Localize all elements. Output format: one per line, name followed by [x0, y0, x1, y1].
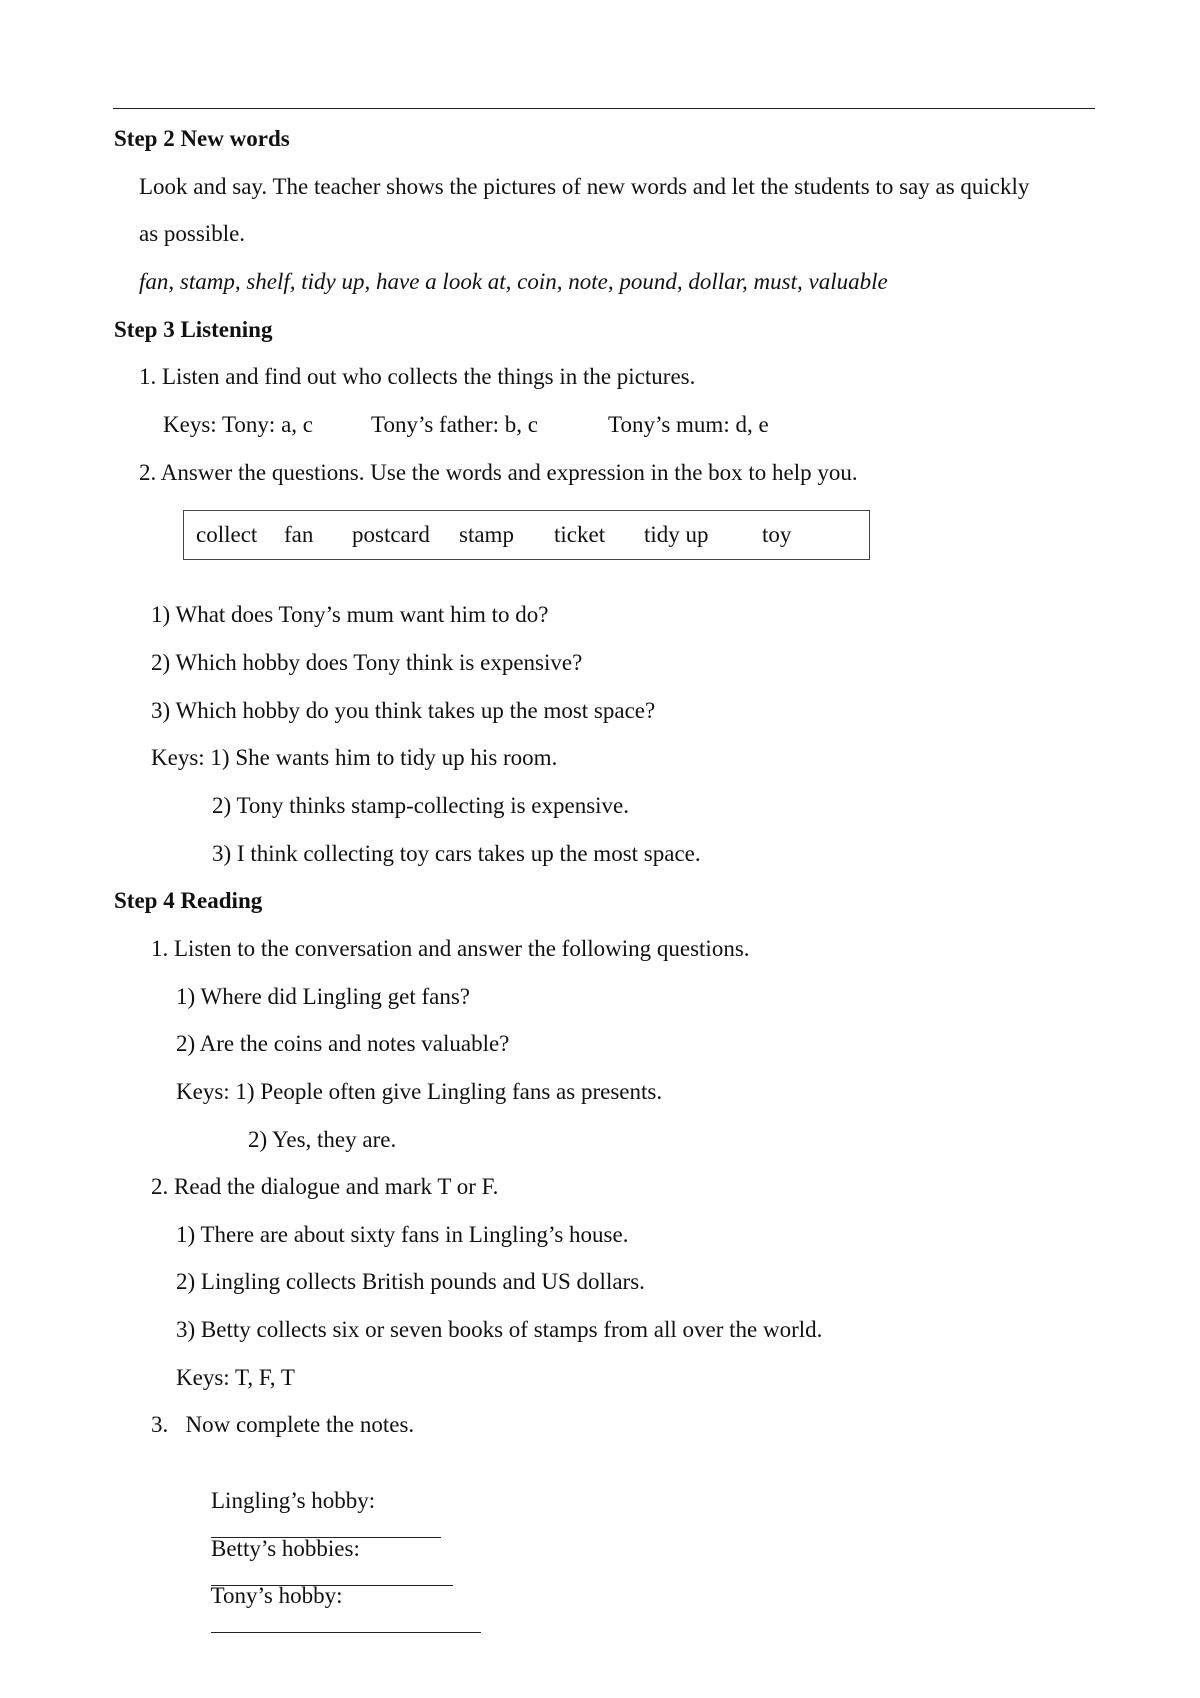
step3-key-tony: Keys: Tony: a, c [163, 412, 313, 437]
step4-task1: 1. Listen to the conversation and answer the following questions. [151, 936, 750, 961]
step3-heading: Step 3 Listening [114, 317, 273, 342]
word-box-item: collect [196, 522, 258, 547]
step4-task1-question: 2) Are the coins and notes valuable? [176, 1031, 510, 1056]
step3-question: 3) Which hobby do you think takes up the most space? [151, 698, 656, 723]
word-box [183, 510, 870, 560]
step4-task2: 2. Read the dialogue and mark T or F. [151, 1174, 499, 1199]
step4-task1-question: 1) Where did Lingling get fans? [176, 984, 471, 1009]
step3-answer: 2) Tony thinks stamp-collecting is expensive. [212, 793, 630, 818]
step2-heading: Step 2 New words [114, 126, 290, 151]
note-label: Betty’s hobbies: [211, 1536, 360, 1561]
step4-task1-key: 2) Yes, they are. [248, 1127, 397, 1152]
step3-answer: 3) I think collecting toy cars takes up the most space. [212, 841, 701, 866]
step2-text-line1: Look and say. The teacher shows the pictures of new words and let the students to say as quickly [139, 174, 1030, 199]
step4-task2-keys: Keys: T, F, T [176, 1365, 295, 1390]
step4-task2-item: 3) Betty collects six or seven books of stamps from all over the world. [176, 1317, 823, 1342]
step3-key-father: Tony’s father: b, c [371, 412, 539, 437]
step3-task1: 1. Listen and find out who collects the things in the pictures. [139, 364, 696, 389]
step3-question: 2) Which hobby does Tony think is expensive? [151, 650, 583, 675]
note-label: Lingling’s hobby: [211, 1488, 376, 1513]
step4-task3: 3. Now complete the notes. [151, 1412, 415, 1437]
word-box-item: postcard [352, 522, 430, 547]
step4-task1-key: Keys: 1) People often give Lingling fans as presents. [176, 1079, 663, 1104]
step3-question: 1) What does Tony’s mum want him to do? [151, 602, 549, 627]
step2-text-line2: as possible. [139, 221, 246, 246]
word-box-item: ticket [554, 522, 606, 547]
step3-key-mum: Tony’s mum: d, e [608, 412, 769, 437]
step4-task2-item: 2) Lingling collects British pounds and US dollars. [176, 1269, 645, 1294]
note-tony [188, 1554, 481, 1668]
note-label: Tony’s hobby: [210, 1583, 343, 1608]
new-words-list: fan, stamp, shelf, tidy up, have a look at, coin, note, pound, dollar, must, valuable [139, 269, 888, 294]
header-rule [113, 108, 1095, 109]
step3-task2: 2. Answer the questions. Use the words and expression in the box to help you. [139, 460, 858, 485]
word-box-item: fan [284, 522, 314, 547]
word-box-item: tidy up [644, 522, 709, 547]
word-box-item: stamp [459, 522, 514, 547]
answer-blank[interactable] [211, 1610, 481, 1633]
word-box-item: toy [762, 522, 792, 547]
step4-task2-item: 1) There are about sixty fans in Lingling’s house. [176, 1222, 629, 1247]
step4-heading: Step 4 Reading [114, 888, 263, 913]
step3-answer: Keys: 1) She wants him to tidy up his room. [151, 745, 558, 770]
